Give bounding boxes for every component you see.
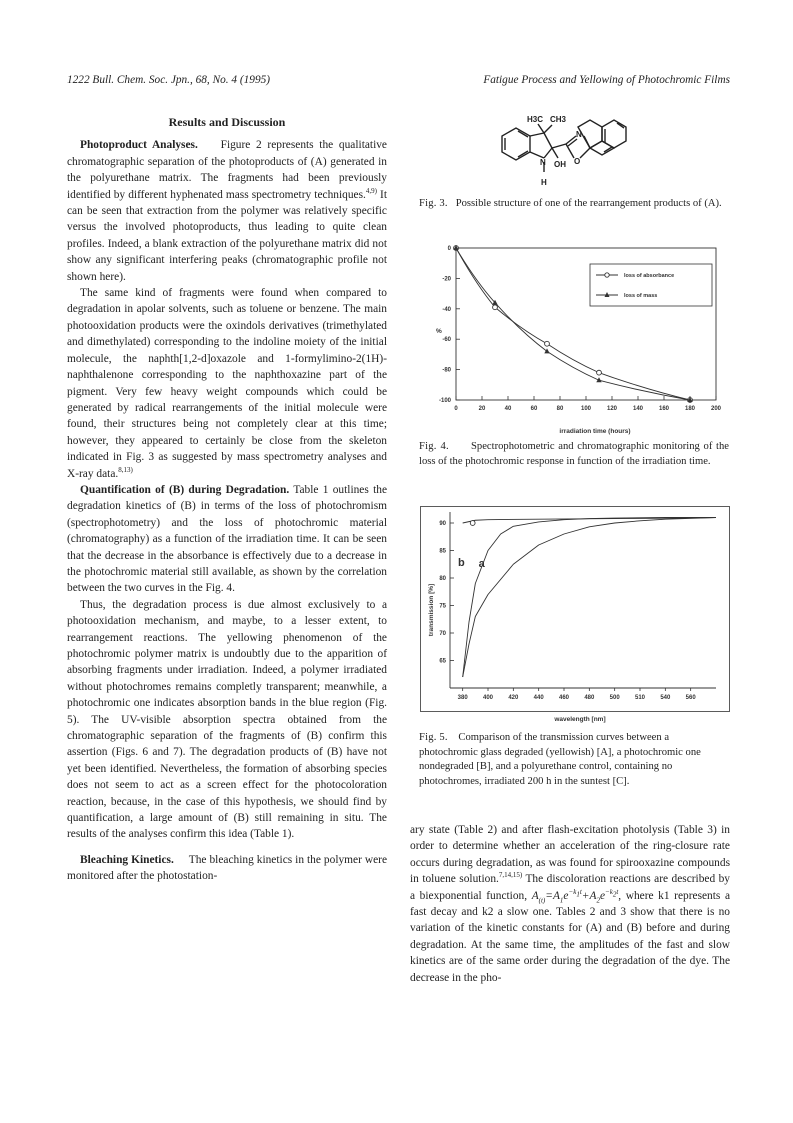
paragraph: The discoloration reactions are described by a biexponential function, xyxy=(410,873,731,902)
x-axis-label: irradiation time (hours) xyxy=(559,428,631,435)
running-header-left: 1222 Bull. Chem. Soc. Jpn., 68, No. 4 (1995) xyxy=(67,74,271,86)
y-tick-label: 75 xyxy=(439,603,446,610)
figure-caption-4: Fig. 4. Spectrophotometric and chromatographic monitoring of the loss of the photochromic response in function of the irradiation time. xyxy=(419,441,729,467)
y-axis-label: % xyxy=(436,328,442,335)
y-tick-label: -20 xyxy=(442,276,451,283)
chem-label-ch3: CH3 xyxy=(550,115,567,124)
chemical-structure xyxy=(490,100,660,192)
chem-label-h: H xyxy=(541,178,547,187)
figure-5-chart xyxy=(420,500,730,725)
y-tick-label: -100 xyxy=(438,398,451,404)
x-tick-label: 200 xyxy=(710,406,722,412)
right-column xyxy=(410,822,730,986)
curve-label-b: b xyxy=(458,556,465,569)
reference: 8,13) xyxy=(118,465,133,474)
figure-caption-3: Fig. 3. Possible structure of one of the rearrangement products of (A). xyxy=(419,198,722,209)
data-point-circle xyxy=(545,341,550,346)
x-tick-label: 480 xyxy=(584,695,595,701)
running-header-right: Fatigue Process and Yellowing of Photochromic Films xyxy=(483,74,730,86)
data-point-circle xyxy=(493,305,498,310)
legend-box xyxy=(590,264,712,306)
subsection-title: Photoproduct Analyses. xyxy=(80,139,198,152)
paragraph: The bleaching kinetics in the polymer were monitored after the photostation- xyxy=(67,853,388,883)
series-line-b xyxy=(463,518,716,678)
paragraph: , where k1 represents a fast decay and k2 a slow one. Tables 2 and 3 show that there is no variation of the kinetic constants for (A) and (B) before and during degradation. At the same time, the amplitudes of the fast and slow kinetics are of the same order during the degradation of the dye. The decrease in the pho- xyxy=(410,889,731,984)
series-line-a xyxy=(463,518,716,678)
y-tick-label: 70 xyxy=(439,631,446,637)
figure-caption-5: Fig. 5. Comparison of the transmission curves between a photochromic glass degraded (yellowish) [A], a photochromic one nondegraded [B], and a polyurethane control, containing no photochromes, irradiated 200 h in the suntest [C]. xyxy=(419,732,701,787)
x-tick-label: 500 xyxy=(609,695,620,701)
left-column xyxy=(67,114,387,885)
chem-label-n: N xyxy=(576,130,582,139)
y-tick-label: 90 xyxy=(439,521,446,527)
x-tick-label: 540 xyxy=(660,695,671,701)
x-tick-label: 160 xyxy=(658,406,670,412)
x-tick-label: 440 xyxy=(533,695,544,701)
x-tick-label: 60 xyxy=(530,406,538,412)
x-tick-label: 380 xyxy=(457,695,468,701)
section-title: Results and Discussion xyxy=(168,115,286,129)
legend-entry: loss of mass xyxy=(624,293,658,299)
chem-label-o: O xyxy=(574,157,581,166)
x-tick-label: 420 xyxy=(508,695,519,701)
curve-marker-c xyxy=(470,521,475,526)
x-axis-label: wavelength [nm] xyxy=(554,716,606,723)
legend-marker-circle xyxy=(605,273,609,277)
x-tick-label: 180 xyxy=(684,406,696,412)
y-tick-label: -40 xyxy=(442,306,451,313)
figure-4-chart xyxy=(420,240,730,435)
reference: 4,9) xyxy=(365,186,377,195)
y-tick-label: 65 xyxy=(439,658,446,665)
x-tick-label: 460 xyxy=(558,695,570,701)
data-point-triangle xyxy=(544,348,549,353)
x-tick-label: 560 xyxy=(685,695,696,701)
x-tick-label: 80 xyxy=(556,406,564,412)
y-tick-label: -60 xyxy=(442,337,451,344)
paragraph: The same kind of fragments were found when compared to degradation in apolar solvents, such as toluene or benzene. The main photooxidation products were the oxindols derivatives (trimethylated and dimethylated) corresponding to the indoline moiety of the initial molecule, the naphth[1,2-d]oxazole and 1-formylimino-2(1H)-naphthalenone corresponding to the naphthoxazine part of the pigment. Very few heavy weight compounds which could be generated by radical rearrangements of the initial molecule were found, their structures being not completely clear at this time; however, they appeared to certainly be close from the skeleton indicated in Fig. 3 as suggested by mass spectrometry analyses and X-ray data. xyxy=(67,287,387,480)
y-axis-label: transmission [%] xyxy=(428,583,435,637)
paragraph: Table 1 outlines the degradation kinetics of (B) in terms of the loss of photochromism (spectrophotometry) and the loss of photochromic material (chromatography) as a function of the irradiation time. It can be seen that the decrease in the absorbance is effectively due to a decrease in the photochromic material still available, as shown by the correlation between the two curves in the Fig. 4. xyxy=(67,483,387,595)
curve-label-a: a xyxy=(478,558,485,570)
x-tick-label: 40 xyxy=(504,406,512,412)
x-tick-label: 510 xyxy=(634,695,646,701)
x-tick-label: 20 xyxy=(478,406,486,412)
x-tick-label: 400 xyxy=(482,695,494,701)
paragraph: It can be seen that extraction from the polymer was relatively specific versus the involved photoproducts, thus leading to quite clean profiles. Indeed, a blank extraction of the polyurethane matrix did not show any significant interfering peaks (chromatographic profile not shown here). xyxy=(67,188,387,283)
chem-label-n: N xyxy=(540,158,546,167)
y-tick-label: 0 xyxy=(447,246,451,252)
reference: 7,14,15) xyxy=(498,871,523,880)
x-tick-label: 100 xyxy=(580,406,592,412)
x-tick-label: 140 xyxy=(632,406,644,412)
y-tick-label: 85 xyxy=(439,548,446,555)
x-tick-label: 0 xyxy=(454,406,458,412)
chem-label-oh: OH xyxy=(554,160,566,169)
y-tick-label: 80 xyxy=(439,576,446,582)
paragraph: Thus, the degradation process is due almost exclusively to a photooxidation mechanism, and maybe, to a lesser extent, to rearrangement reactions. The yellowing phenomenon of the photochromic polymer matrix is undoubtly due to the apparition of absorbing fragments under irradiation. Indeed, a polymer irradiated without photochromes remains completly transparent; meanwhile, a photochromic one indicates absorption bands in the blue region (Fig. 5). The UV-visible absorption spectra obtained from the chromatographic separation of the fragments of (B) confirm this assertion (Figs. 6 and 7). The degradation products of (B) have not yet been identified. Nevertheless, the formation of absorbing species does not seem to act as a screen effect for the photocoloration reaction, because, in the case of this hypothesis, we should find by quantification, a large amount of (B) still remaining in situ. The results of the analyses confirm this idea (Table 1). xyxy=(67,598,387,841)
subsection-title: Quantification of (B) during Degradation. xyxy=(80,483,290,496)
formula: $A_{(t)}=A_1e^{-k_1t}+A_2e^{-k_2t}$ xyxy=(531,887,619,904)
chem-label-h3c: H3C xyxy=(527,115,544,124)
x-tick-label: 120 xyxy=(606,406,618,412)
figure-frame xyxy=(421,507,730,712)
subsection-title: Bleaching Kinetics. xyxy=(80,853,174,866)
legend-entry: loss of absorbance xyxy=(624,273,675,279)
y-tick-label: -80 xyxy=(442,367,451,374)
paragraph: ary state (Table 2) and after flash-excitation photolysis (Table 3) in order to determine whether an acceleration of the ring-closure rate occurs during degradation, as was found for spirooxazine compounds in toluene solution. xyxy=(410,824,730,886)
data-point-circle xyxy=(597,370,602,375)
paragraph: Figure 2 represents the qualitative chromatographic separation of the photoproducts of (A) generated in the polyurethane matrix. The fragments had been previously identified by different hyphenated mass spectrometry techniques. xyxy=(67,139,387,201)
